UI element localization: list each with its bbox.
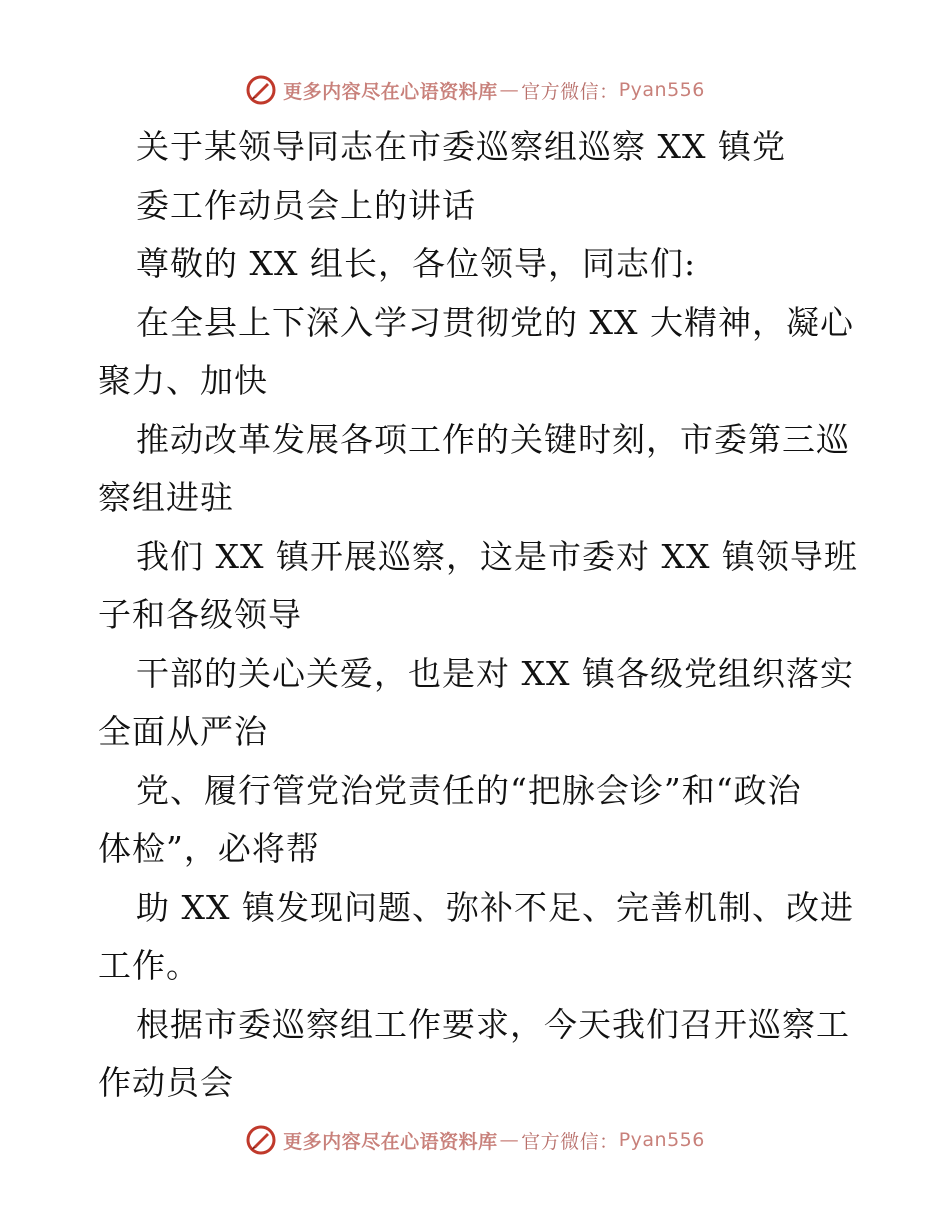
footer-watermark xyxy=(0,1120,950,1160)
text-line: 推动改革发展各项工作的关键时刻，市委第三巡 xyxy=(136,419,850,459)
watermark-main-text: 更多内容尽在心语资料库 xyxy=(283,1130,498,1153)
text-line: 工作。 xyxy=(98,946,200,985)
text-line: 助 XX 镇发现问题、弥补不足、完善机制、改进 xyxy=(136,887,854,927)
text-line: 根据市委巡察组工作要求，今天我们召开巡察工 xyxy=(136,1004,850,1044)
text-line: 聚力、加快 xyxy=(98,361,268,400)
text-line: 在全县上下深入学习贯彻党的 XX 大精神，凝心 xyxy=(136,302,854,342)
text-line: 全面从严治 xyxy=(98,712,268,751)
text-line: 作动员会 xyxy=(98,1063,234,1102)
document-body xyxy=(98,118,858,1113)
quill-logo-icon xyxy=(245,1124,277,1156)
text-line: 察组进驻 xyxy=(98,478,234,517)
text-line: 党、履行管党治党责任的“把脉会诊”和“政治 xyxy=(136,770,802,810)
watermark-wechat-id: Pyan556 xyxy=(618,1129,705,1151)
text-line: 我们 XX 镇开展巡察，这是市委对 XX 镇领导班 xyxy=(136,536,858,576)
text-line: 尊敬的 XX 组长，各位领导，同志们: xyxy=(136,244,697,283)
quill-logo-icon xyxy=(245,74,277,106)
text-line: 干部的关心关爱，也是对 XX 镇各级党组织落实 xyxy=(136,653,854,693)
watermark-sub-text: 官方微信： xyxy=(521,1130,619,1153)
text-line: 体检”，必将帮 xyxy=(98,829,320,868)
watermark-separator: — xyxy=(499,79,520,101)
watermark-wechat-id: Pyan556 xyxy=(618,79,705,101)
watermark-sub-text: 官方微信： xyxy=(521,80,619,103)
watermark-main-text: 更多内容尽在心语资料库 xyxy=(283,80,498,103)
text-line: 委工作动员会上的讲话 xyxy=(136,185,476,225)
text-line: 关于某领导同志在市委巡察组巡察 XX 镇党 xyxy=(136,127,786,166)
watermark-separator: — xyxy=(499,1129,520,1151)
header-watermark xyxy=(0,70,950,110)
text-line: 子和各级领导 xyxy=(98,595,302,634)
